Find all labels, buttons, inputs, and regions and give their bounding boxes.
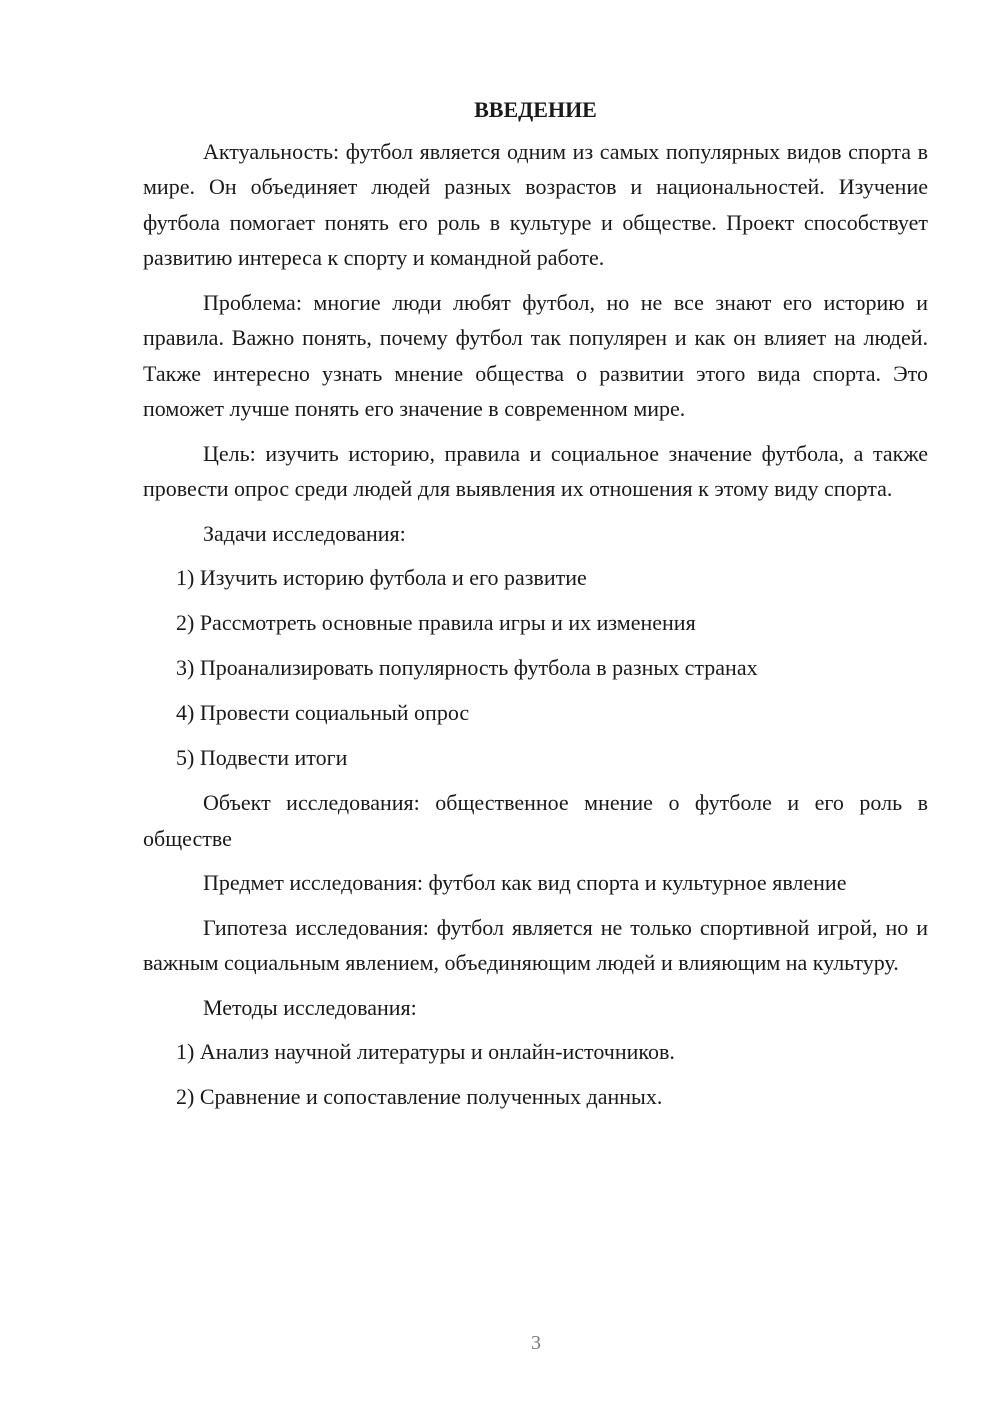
document-page [143,92,928,1124]
list-item: 2) Рассмотреть основные правила игры и их изменения [176,610,696,635]
tasks-list [143,560,928,776]
subject-paragraph: Предмет исследования: футбол как вид спорта и культурное явление [203,870,847,895]
section-title: ВВЕДЕНИЕ [474,97,597,122]
tasks-heading: Задачи исследования: [203,520,406,546]
list-item: 4) Провести социальный опрос [176,700,470,725]
relevance-paragraph: Актуальность: футбол является одним из самых популярных видов спорта в мире. Он объединяет людей разных возрастов и национальностей. Изучение футбола помогает понять его роль в культуре и обществе. Проект способствует развитию интереса к спорту и командной работе. [143,138,928,270]
methods-heading: Методы исследования: [203,994,417,1020]
hypothesis-paragraph: Гипотеза исследования: футбол является не только спортивной игрой, но и важным социальным явлением, объединяющим людей и влияющим на культуру. [143,914,928,975]
list-item: 5) Подвести итоги [176,745,348,770]
goal-paragraph: Цель: изучить историю, правила и социальное значение футбола, а также провести опрос среди людей для выявления их отношения к этому виду спорта. [143,440,928,501]
list-item: 1) Изучить историю футбола и его развитие [176,565,587,590]
page-number: 3 [531,1332,541,1354]
object-paragraph: Объект исследования: общественное мнение о футболе и его роль в обществе [143,790,928,851]
list-item: 1) Анализ научной литературы и онлайн-источников. [176,1039,675,1064]
list-item: 3) Проанализировать популярность футбола в разных странах [176,655,758,680]
list-item: 2) Сравнение и сопоставление полученных данных. [176,1084,663,1109]
methods-list [143,1034,928,1115]
problem-paragraph: Проблема: многие люди любят футбол, но не все знают его историю и правила. Важно понять, почему футбол так популярен и как он влияет на людей. Также интересно узнать мнение общества о развитии этого вида спорта. Это поможет лучше понять его значение в современном мире. [143,289,928,421]
